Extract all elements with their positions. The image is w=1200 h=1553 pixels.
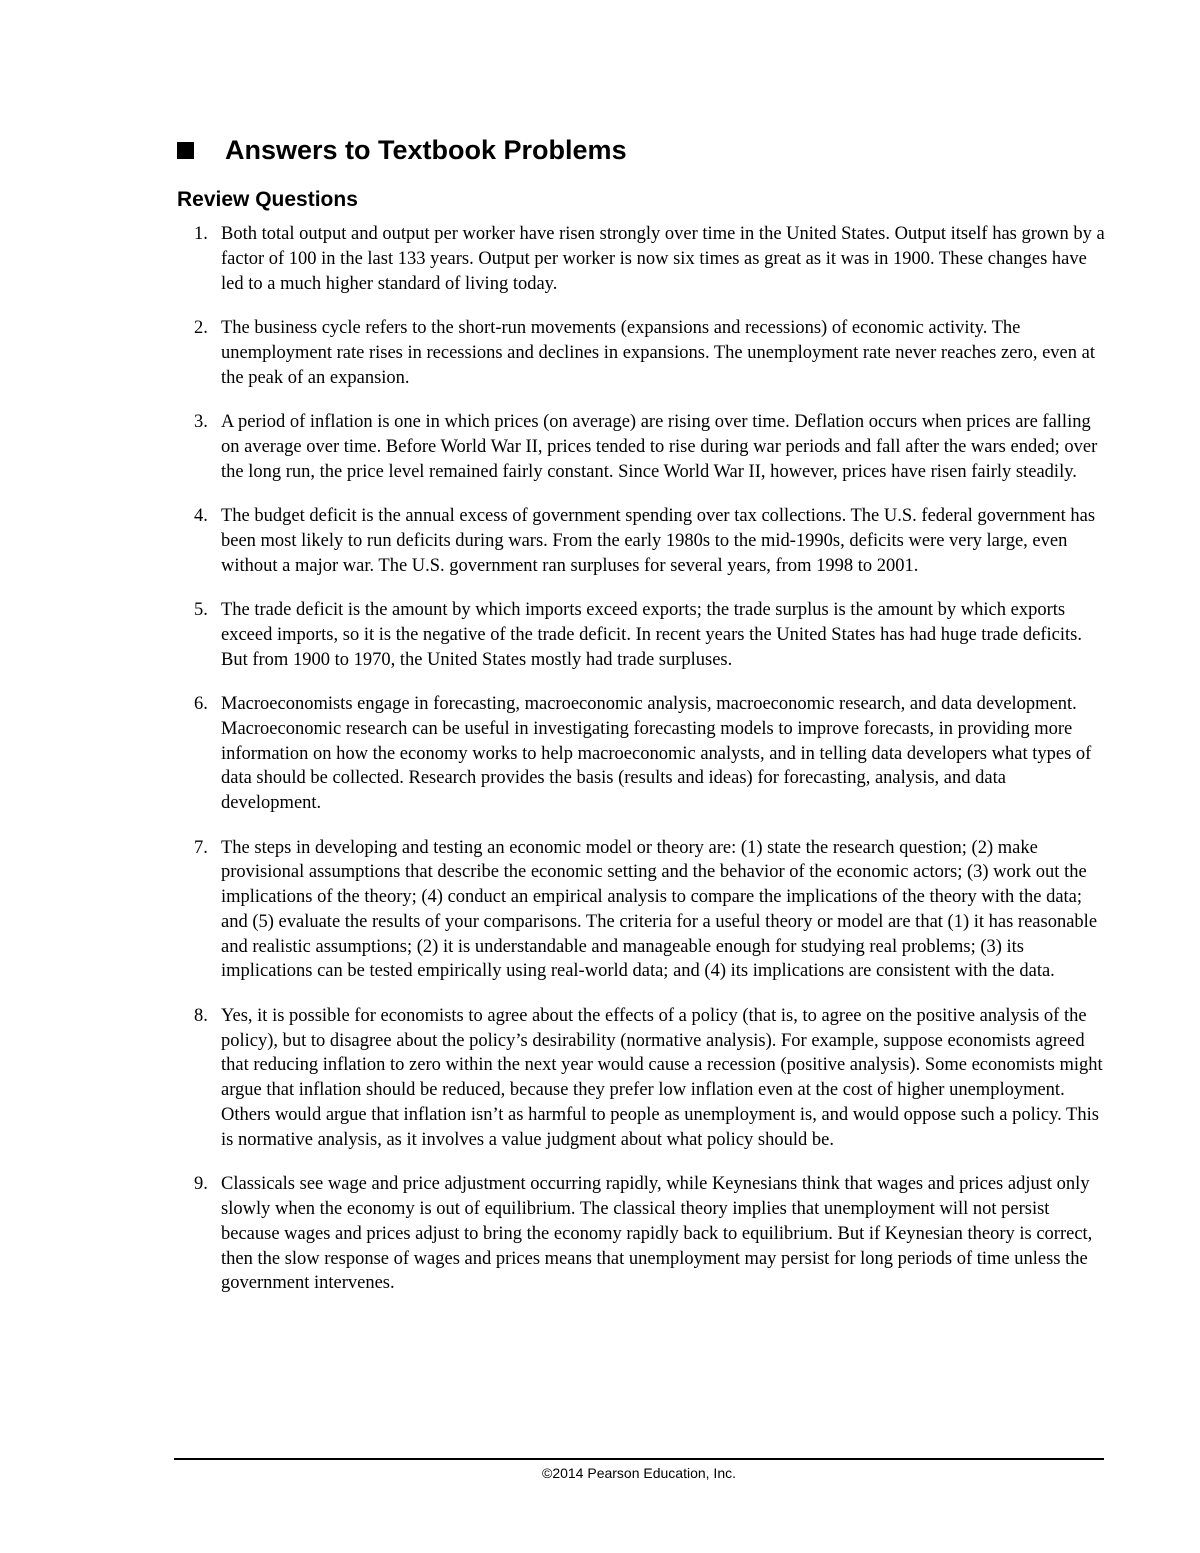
question-number-label: 7. [194, 837, 208, 858]
question-number-label: 1. [194, 224, 208, 244]
review-questions-list [177, 222, 1107, 1316]
square-bullet-icon [177, 142, 194, 159]
question-number-label: 4. [194, 505, 208, 526]
list-item [177, 836, 1107, 985]
page-title: Answers to Textbook Problems [225, 135, 627, 165]
question-answer: Macroeconomists engage in forecasting, macroeconomic analysis, macroeconomic research, and data development. Macroeconomic research can be useful in investigating forecasting models to improve forecasts, in providing more information on how the economy works to help macroeconomic analysts, and in telling data developers what types of data should be collected. Research provides the basis (results and ideas) for forecasting, analysis, and data development. [221, 693, 1092, 814]
page-heading [177, 134, 627, 166]
footer-divider [174, 1458, 1104, 1460]
question-number [177, 1172, 221, 1296]
question-number [177, 598, 221, 672]
question-answer: The business cycle refers to the short-run movements (expansions and recessions) of economic activity. The unemployment rate rises in recessions and declines in expansions. The unemployment rate never reaches zero, even at the peak of an expansion. [221, 317, 1095, 388]
question-number-label: 5. [194, 599, 208, 620]
question-answer: Classicals see wage and price adjustment occurring rapidly, while Keynesians think that wages and prices adjust only slowly when the economy is out of equilibrium. The classical theory implies that unemployment will not persist because wages and prices adjust to bring the economy rapidly back to equilibrium. But if Keynesian theory is correct, then the slow response of wages and prices means that unemployment may persist for long periods of time unless the government intervenes. [221, 1174, 1093, 1294]
list-item [177, 410, 1107, 484]
question-answer: Both total output and output per worker have risen strongly over time in the United States. Output itself has grown by a factor of 100 in the last 133 years. Output per worker is now six times as great as it was in 1900. These changes have led to a much higher standard of living today. [221, 224, 1105, 294]
question-number [177, 692, 221, 816]
question-number [177, 504, 221, 578]
question-number [177, 836, 221, 985]
list-item [177, 222, 1107, 296]
section-title: Review Questions [177, 188, 358, 211]
list-item [177, 1004, 1107, 1153]
question-answer: Yes, it is possible for economists to agree about the effects of a policy (that is, to agree on the positive analysis of the policy), but to disagree about the policy’s desirability (normative analysis). For example, suppose economists agreed that reducing inflation to zero within the next year would cause a recession (positive analysis). Some economists might argue that inflation should be reduced, because they prefer low inflation even at the cost of higher unemployment. Others would argue that inflation isn’t as harmful to people as unemployment is, and would oppose such a policy. This is normative analysis, as it involves a value judgment about what policy should be. [221, 1005, 1103, 1150]
question-number [177, 1004, 221, 1153]
list-item [177, 692, 1107, 816]
question-number-label: 2. [194, 317, 208, 338]
question-number-label: 8. [194, 1005, 208, 1026]
question-number [177, 222, 221, 296]
question-number [177, 316, 221, 390]
copyright-footer: ©2014 Pearson Education, Inc. [542, 1465, 736, 1481]
list-item [177, 504, 1107, 578]
question-number-label: 6. [194, 693, 208, 714]
question-number-label: 9. [194, 1174, 208, 1195]
question-answer: The budget deficit is the annual excess of government spending over tax collections. The U.S. federal government has been most likely to run deficits during wars. From the early 1980s to the mid-1990s, deficits were very large, even without a major war. The U.S. government ran surpluses for several years, from 1998 to 2001. [221, 505, 1096, 576]
question-number [177, 410, 221, 484]
question-number-label: 3. [194, 411, 208, 432]
question-answer: A period of inflation is one in which prices (on average) are rising over time. Deflation occurs when prices are falling on average over time. Before World War II, prices tended to rise during war periods and fall after the wars ended; over the long run, the price level remained fairly constant. Since World War II, however, prices have risen fairly steadily. [221, 411, 1098, 482]
list-item [177, 598, 1107, 672]
list-item [177, 316, 1107, 390]
list-item [177, 1172, 1107, 1296]
question-answer: The trade deficit is the amount by which imports exceed exports; the trade surplus is the amount by which exports exceed imports, so it is the negative of the trade deficit. In recent years the United States has had huge trade deficits. But from 1900 to 1970, the United States mostly had trade surpluses. [221, 599, 1082, 670]
question-answer: The steps in developing and testing an economic model or theory are: (1) state the research question; (2) make provisional assumptions that describe the economic setting and the behavior of the economic actors; (3) work out the implications of the theory; (4) conduct an empirical analysis to compare the implications of the theory with the data; and (5) evaluate the results of your comparisons. The criteria for a useful theory or model are that (1) it has reasonable and realistic assumptions; (2) it is understandable and manageable enough for studying real problems; (3) its implications can be tested empirically using real-world data; and (4) its implications are consistent with the data. [221, 837, 1098, 982]
